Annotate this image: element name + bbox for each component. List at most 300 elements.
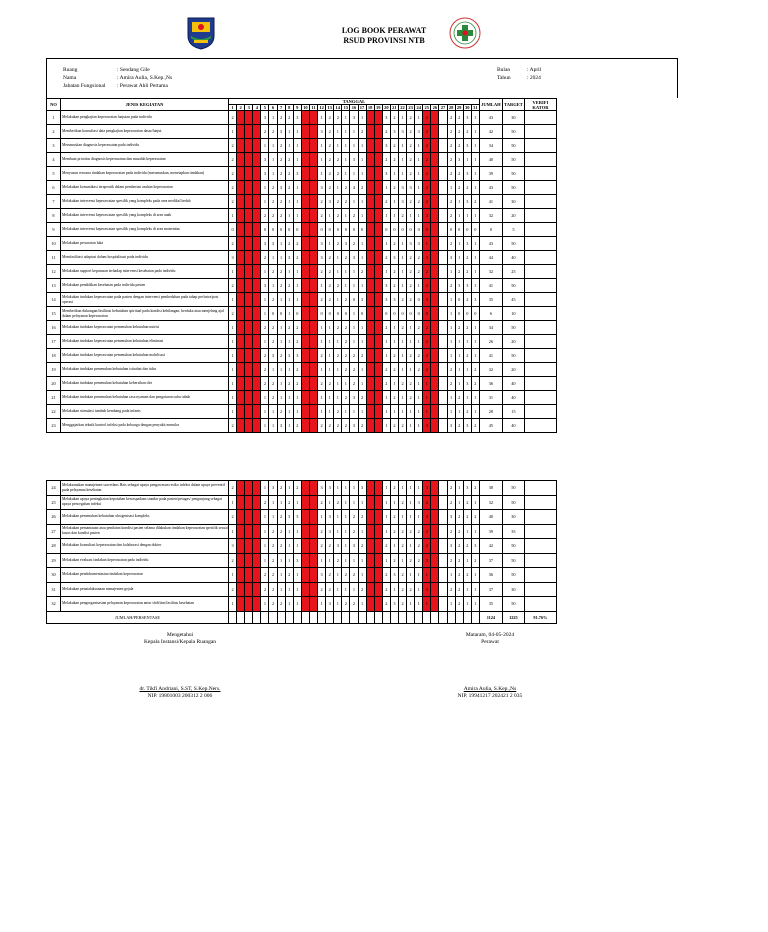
day-cell: 3 [229, 539, 237, 554]
day-cell: 2 [471, 363, 479, 377]
day-cell: 1 [407, 481, 415, 496]
day-cell [309, 405, 317, 419]
verifikator-cell [524, 405, 556, 419]
day-cell [374, 524, 382, 539]
day-header: 12 [319, 105, 324, 110]
day-cell: 0 [398, 223, 406, 237]
total-day-cell [463, 611, 471, 623]
day-cell [237, 223, 245, 237]
day-cell: 1 [277, 495, 285, 510]
day-cell [439, 251, 447, 265]
day-cell [301, 139, 309, 153]
day-cell: 1 [407, 495, 415, 510]
day-cell: 2 [293, 335, 301, 349]
day-cell [366, 181, 374, 195]
day-cell: 1 [277, 363, 285, 377]
day-cell [366, 363, 374, 377]
day-cell: 1 [285, 307, 293, 321]
document-header [0, 14, 768, 54]
day-cell: 1 [285, 539, 293, 554]
day-cell [439, 195, 447, 209]
day-cell: 1 [293, 524, 301, 539]
day-cell: 1 [447, 391, 455, 405]
total-day-cell [334, 611, 342, 623]
day-cell [245, 568, 253, 583]
day-cell: 2 [463, 568, 471, 583]
day-cell: 2 [423, 349, 431, 363]
day-cell [374, 223, 382, 237]
day-cell: 1 [398, 167, 406, 181]
day-cell: 2 [326, 377, 334, 391]
day-cell: 0 [261, 223, 269, 237]
day-cell: 1 [318, 167, 326, 181]
signature-right [420, 632, 560, 700]
day-cell: 2 [342, 195, 350, 209]
row-number: 7 [47, 195, 61, 209]
day-cell: 2 [407, 377, 415, 391]
day-cell: 2 [423, 495, 431, 510]
table-row [47, 391, 557, 405]
day-cell: 2 [390, 510, 398, 525]
row-number: 27 [47, 524, 61, 539]
day-cell [253, 181, 261, 195]
day-cell: 1 [261, 307, 269, 321]
day-cell: 1 [407, 419, 415, 433]
total-jumlah: 1124 [479, 611, 502, 623]
day-cell [439, 293, 447, 307]
day-cell: 1 [285, 553, 293, 568]
day-header: 14 [335, 105, 341, 110]
day-cell: 1 [342, 265, 350, 279]
day-cell: 2 [415, 349, 423, 363]
table-row [47, 181, 557, 195]
day-cell: 2 [358, 419, 366, 433]
verifikator-cell [524, 125, 556, 139]
day-cell: 0 [447, 223, 455, 237]
day-cell: 1 [358, 405, 366, 419]
day-cell: 1 [455, 481, 463, 496]
day-cell [237, 481, 245, 496]
day-cell: 2 [261, 495, 269, 510]
day-cell [301, 251, 309, 265]
day-cell [253, 111, 261, 125]
day-cell [237, 524, 245, 539]
day-cell [237, 335, 245, 349]
day-cell [431, 495, 439, 510]
day-cell: 1 [277, 377, 285, 391]
day-cell: 2 [382, 539, 390, 554]
day-cell [431, 195, 439, 209]
day-cell [301, 335, 309, 349]
jumlah-cell: 0 [479, 223, 502, 237]
day-cell: 2 [261, 582, 269, 597]
day-cell: 0 [455, 307, 463, 321]
target-cell: 35 [502, 524, 524, 539]
day-cell [366, 279, 374, 293]
day-cell [245, 251, 253, 265]
day-cell: 1 [382, 209, 390, 223]
day-cell: 1 [350, 481, 358, 496]
day-cell: 3 [423, 510, 431, 525]
day-cell: 1 [415, 279, 423, 293]
day-cell: 2 [318, 377, 326, 391]
bulan-label: Bulan [497, 67, 511, 73]
day-cell [431, 237, 439, 251]
day-cell: 1 [390, 539, 398, 554]
table-row [47, 111, 557, 125]
target-cell: 50 [502, 495, 524, 510]
total-day-cell [431, 611, 439, 623]
activity-name: Melakukan upaya peningkatan kepatuhan kewaspadaan standar pada pasien/petugas/ pengunjung sebagai upaya pencegahan infeksi [61, 495, 229, 510]
jumlah-cell: 32 [479, 363, 502, 377]
day-cell: 3 [382, 279, 390, 293]
day-cell: 1 [350, 495, 358, 510]
day-cell: 2 [293, 363, 301, 377]
row-number: 10 [47, 237, 61, 251]
day-cell: 2 [334, 153, 342, 167]
day-cell: 2 [382, 251, 390, 265]
day-cell: 0 [350, 223, 358, 237]
day-cell: 3 [285, 510, 293, 525]
day-cell [253, 377, 261, 391]
day-cell: 1 [326, 495, 334, 510]
day-cell: 3 [318, 481, 326, 496]
day-cell [366, 539, 374, 554]
day-cell: 2 [398, 582, 406, 597]
day-cell: 1 [293, 582, 301, 597]
day-cell: 1 [334, 597, 342, 612]
day-cell: 1 [415, 481, 423, 496]
day-cell [366, 237, 374, 251]
day-cell: 1 [318, 553, 326, 568]
day-cell: 2 [269, 553, 277, 568]
day-cell: 0 [326, 307, 334, 321]
day-cell: 1 [326, 209, 334, 223]
total-percentage: 91.76% [524, 611, 556, 623]
day-cell: 2 [455, 582, 463, 597]
activity-name: Melakukan tindakan keperawatan pemenuhan kebutuhan eliminasi [61, 335, 229, 349]
day-cell: 2 [229, 307, 237, 321]
day-cell [245, 335, 253, 349]
day-cell: 2 [277, 524, 285, 539]
day-cell: 1 [342, 481, 350, 496]
day-cell: 0 [285, 223, 293, 237]
day-cell: 1 [350, 405, 358, 419]
total-day-cell [237, 611, 245, 623]
day-cell: 2 [277, 195, 285, 209]
day-cell: 2 [285, 153, 293, 167]
day-cell: 1 [269, 153, 277, 167]
day-cell [245, 481, 253, 496]
day-cell [301, 539, 309, 554]
verifikator-cell [524, 293, 556, 307]
day-cell: 1 [318, 279, 326, 293]
day-cell [309, 167, 317, 181]
day-cell: 2 [398, 377, 406, 391]
day-cell: 2 [398, 495, 406, 510]
day-cell [374, 582, 382, 597]
total-day-cell [350, 611, 358, 623]
jumlah-cell: 43 [479, 181, 502, 195]
day-cell [253, 568, 261, 583]
day-cell: 0 [342, 307, 350, 321]
day-cell: 3 [261, 237, 269, 251]
day-cell [439, 167, 447, 181]
day-cell [439, 553, 447, 568]
jumlah-cell: 28 [479, 405, 502, 419]
day-cell: 1 [447, 597, 455, 612]
day-cell [301, 209, 309, 223]
day-cell: 2 [285, 321, 293, 335]
day-cell: 2 [326, 265, 334, 279]
day-cell: 2 [293, 377, 301, 391]
day-cell [301, 293, 309, 307]
day-cell: 0 [358, 307, 366, 321]
day-cell [309, 111, 317, 125]
day-cell: 0 [415, 307, 423, 321]
day-cell: 2 [423, 265, 431, 279]
day-cell: 1 [342, 524, 350, 539]
day-cell: 1 [293, 265, 301, 279]
day-cell: 1 [334, 510, 342, 525]
day-cell: 1 [358, 167, 366, 181]
day-cell: 1 [342, 553, 350, 568]
tahun-label: Tahun [497, 75, 511, 81]
day-cell: 2 [447, 167, 455, 181]
day-cell [374, 237, 382, 251]
day-cell: 3 [447, 251, 455, 265]
day-cell [309, 391, 317, 405]
activity-name: Melakukan pemenuhan kebutuhan oksigenisasi kompleks [61, 510, 229, 525]
day-cell [374, 293, 382, 307]
day-cell: 2 [318, 293, 326, 307]
day-cell: 2 [358, 125, 366, 139]
day-cell: 2 [229, 111, 237, 125]
day-cell [245, 321, 253, 335]
total-target: 1225 [502, 611, 524, 623]
day-cell: 1 [382, 181, 390, 195]
day-cell: 2 [229, 139, 237, 153]
day-cell: 2 [318, 495, 326, 510]
day-cell: 1 [398, 139, 406, 153]
day-cell: 2 [342, 363, 350, 377]
day-cell [366, 481, 374, 496]
target-cell: 10 [502, 307, 524, 321]
day-cell [431, 265, 439, 279]
day-cell: 1 [415, 419, 423, 433]
table-row [47, 377, 557, 391]
day-cell: 1 [398, 553, 406, 568]
day-cell [301, 568, 309, 583]
day-cell: 2 [285, 237, 293, 251]
day-cell: 3 [318, 568, 326, 583]
day-cell [431, 391, 439, 405]
day-cell: 2 [261, 568, 269, 583]
day-cell: 2 [455, 167, 463, 181]
day-cell: 1 [229, 335, 237, 349]
day-cell [366, 582, 374, 597]
day-cell: 1 [390, 321, 398, 335]
day-cell: 3 [293, 111, 301, 125]
day-cell: 1 [471, 495, 479, 510]
day-cell: 1 [318, 363, 326, 377]
activity-name: Melakukan pengorganisasian pelayanan keperawatan antar shift/tim/fasilitas kesehatan [61, 597, 229, 612]
day-cell: 2 [334, 349, 342, 363]
verifikator-cell [524, 335, 556, 349]
day-cell [237, 307, 245, 321]
day-cell [301, 363, 309, 377]
day-cell: 3 [318, 125, 326, 139]
day-cell: 2 [390, 363, 398, 377]
target-cell: 30 [502, 111, 524, 125]
activity-name: Melakukan pemantauan atau penilaian kondisi pasien selama dilakukan tindakan keperawatan spesifik sesuai kasus dan kondisi pasien [61, 524, 229, 539]
day-cell: 3 [318, 237, 326, 251]
day-cell: 3 [423, 293, 431, 307]
day-cell [253, 321, 261, 335]
day-cell: 2 [334, 167, 342, 181]
day-cell: 1 [269, 111, 277, 125]
day-cell [245, 510, 253, 525]
target-cell: 25 [502, 265, 524, 279]
sig-right-name: Amira Aulia, S.Kep.,Ns [463, 686, 517, 692]
day-cell: 1 [455, 495, 463, 510]
day-cell: 2 [326, 419, 334, 433]
day-cell [309, 153, 317, 167]
day-cell [439, 597, 447, 612]
table-row [47, 251, 557, 265]
day-cell: 1 [471, 597, 479, 612]
target-cell: 50 [502, 153, 524, 167]
day-cell: 1 [277, 553, 285, 568]
day-cell [431, 539, 439, 554]
day-cell: 1 [285, 481, 293, 496]
day-cell: 2 [447, 481, 455, 496]
day-cell: 1 [407, 321, 415, 335]
day-cell [245, 363, 253, 377]
day-cell: 2 [285, 495, 293, 510]
table-row [47, 495, 557, 510]
table-row [47, 419, 557, 433]
day-cell: 1 [382, 419, 390, 433]
day-cell: 1 [382, 265, 390, 279]
day-cell [374, 195, 382, 209]
day-cell: 2 [447, 195, 455, 209]
day-cell: 2 [407, 265, 415, 279]
day-cell: 2 [407, 125, 415, 139]
day-cell: 2 [415, 539, 423, 554]
day-cell: 1 [285, 125, 293, 139]
day-cell: 2 [334, 111, 342, 125]
day-cell: 2 [471, 377, 479, 391]
target-cell: 50 [502, 167, 524, 181]
day-cell: 0 [471, 307, 479, 321]
target-cell: 50 [502, 539, 524, 554]
day-cell: 2 [455, 125, 463, 139]
day-cell: 1 [415, 181, 423, 195]
row-number: 14 [47, 293, 61, 307]
day-cell [253, 524, 261, 539]
day-cell: 3 [318, 251, 326, 265]
day-cell [301, 307, 309, 321]
jumlah-cell: 32 [479, 495, 502, 510]
activity-name: Melakukan penatalaksanaan manajemen gejala [61, 582, 229, 597]
day-cell: 1 [269, 363, 277, 377]
day-cell [366, 209, 374, 223]
day-cell: 1 [407, 510, 415, 525]
row-number: 1 [47, 111, 61, 125]
day-cell: 1 [455, 363, 463, 377]
day-cell [366, 153, 374, 167]
day-cell: 2 [447, 209, 455, 223]
header-no: NO [47, 99, 61, 111]
day-cell: 2 [358, 265, 366, 279]
day-cell [309, 293, 317, 307]
day-cell: 1 [398, 405, 406, 419]
day-cell [245, 349, 253, 363]
day-cell: 1 [358, 524, 366, 539]
day-cell: 1 [269, 510, 277, 525]
day-cell: 1 [342, 377, 350, 391]
sig-left-name: dr. Tikfi Andriani, S.ST, S.Kep.Ners. [139, 686, 221, 692]
day-cell: 1 [293, 279, 301, 293]
day-cell [374, 363, 382, 377]
target-cell: 30 [502, 510, 524, 525]
table-row [47, 153, 557, 167]
day-cell: 1 [318, 510, 326, 525]
day-cell: 2 [261, 125, 269, 139]
verifikator-cell [524, 524, 556, 539]
day-cell [439, 510, 447, 525]
day-cell: 1 [326, 237, 334, 251]
day-cell: 1 [261, 265, 269, 279]
day-cell: 3 [350, 111, 358, 125]
day-cell: 2 [423, 181, 431, 195]
day-cell: 1 [382, 495, 390, 510]
day-cell: 1 [382, 481, 390, 496]
day-cell [366, 510, 374, 525]
day-cell: 1 [334, 335, 342, 349]
activity-name: Memberikan dukungan/fasilitasi kebutuhan spiritual pada kondisi kehilangan, berduka atau menjelang ajal dalam pelayanan keperawatan [61, 307, 229, 321]
day-cell: 2 [277, 167, 285, 181]
day-cell [301, 321, 309, 335]
day-cell: 1 [285, 597, 293, 612]
tahun-value: : 2024 [527, 75, 541, 81]
day-cell: 1 [358, 237, 366, 251]
day-cell: 1 [471, 167, 479, 181]
day-cell: 3 [423, 251, 431, 265]
nama-value: : Amira Aulia, S.Kep.,Ns [117, 75, 173, 81]
day-cell [309, 495, 317, 510]
day-cell: 1 [261, 510, 269, 525]
day-cell [366, 495, 374, 510]
verifikator-cell [524, 265, 556, 279]
day-cell: 1 [277, 237, 285, 251]
verifikator-cell [524, 582, 556, 597]
day-cell: 2 [269, 597, 277, 612]
day-cell [245, 391, 253, 405]
verifikator-cell [524, 181, 556, 195]
jumlah-cell: 36 [479, 377, 502, 391]
table-row [47, 321, 557, 335]
day-cell: 1 [390, 209, 398, 223]
day-cell: 1 [415, 391, 423, 405]
day-cell [237, 125, 245, 139]
day-cell [366, 167, 374, 181]
day-cell [439, 307, 447, 321]
day-cell: 2 [463, 349, 471, 363]
header-jumlah: JUMLAH [479, 99, 502, 111]
day-cell: 0 [277, 307, 285, 321]
